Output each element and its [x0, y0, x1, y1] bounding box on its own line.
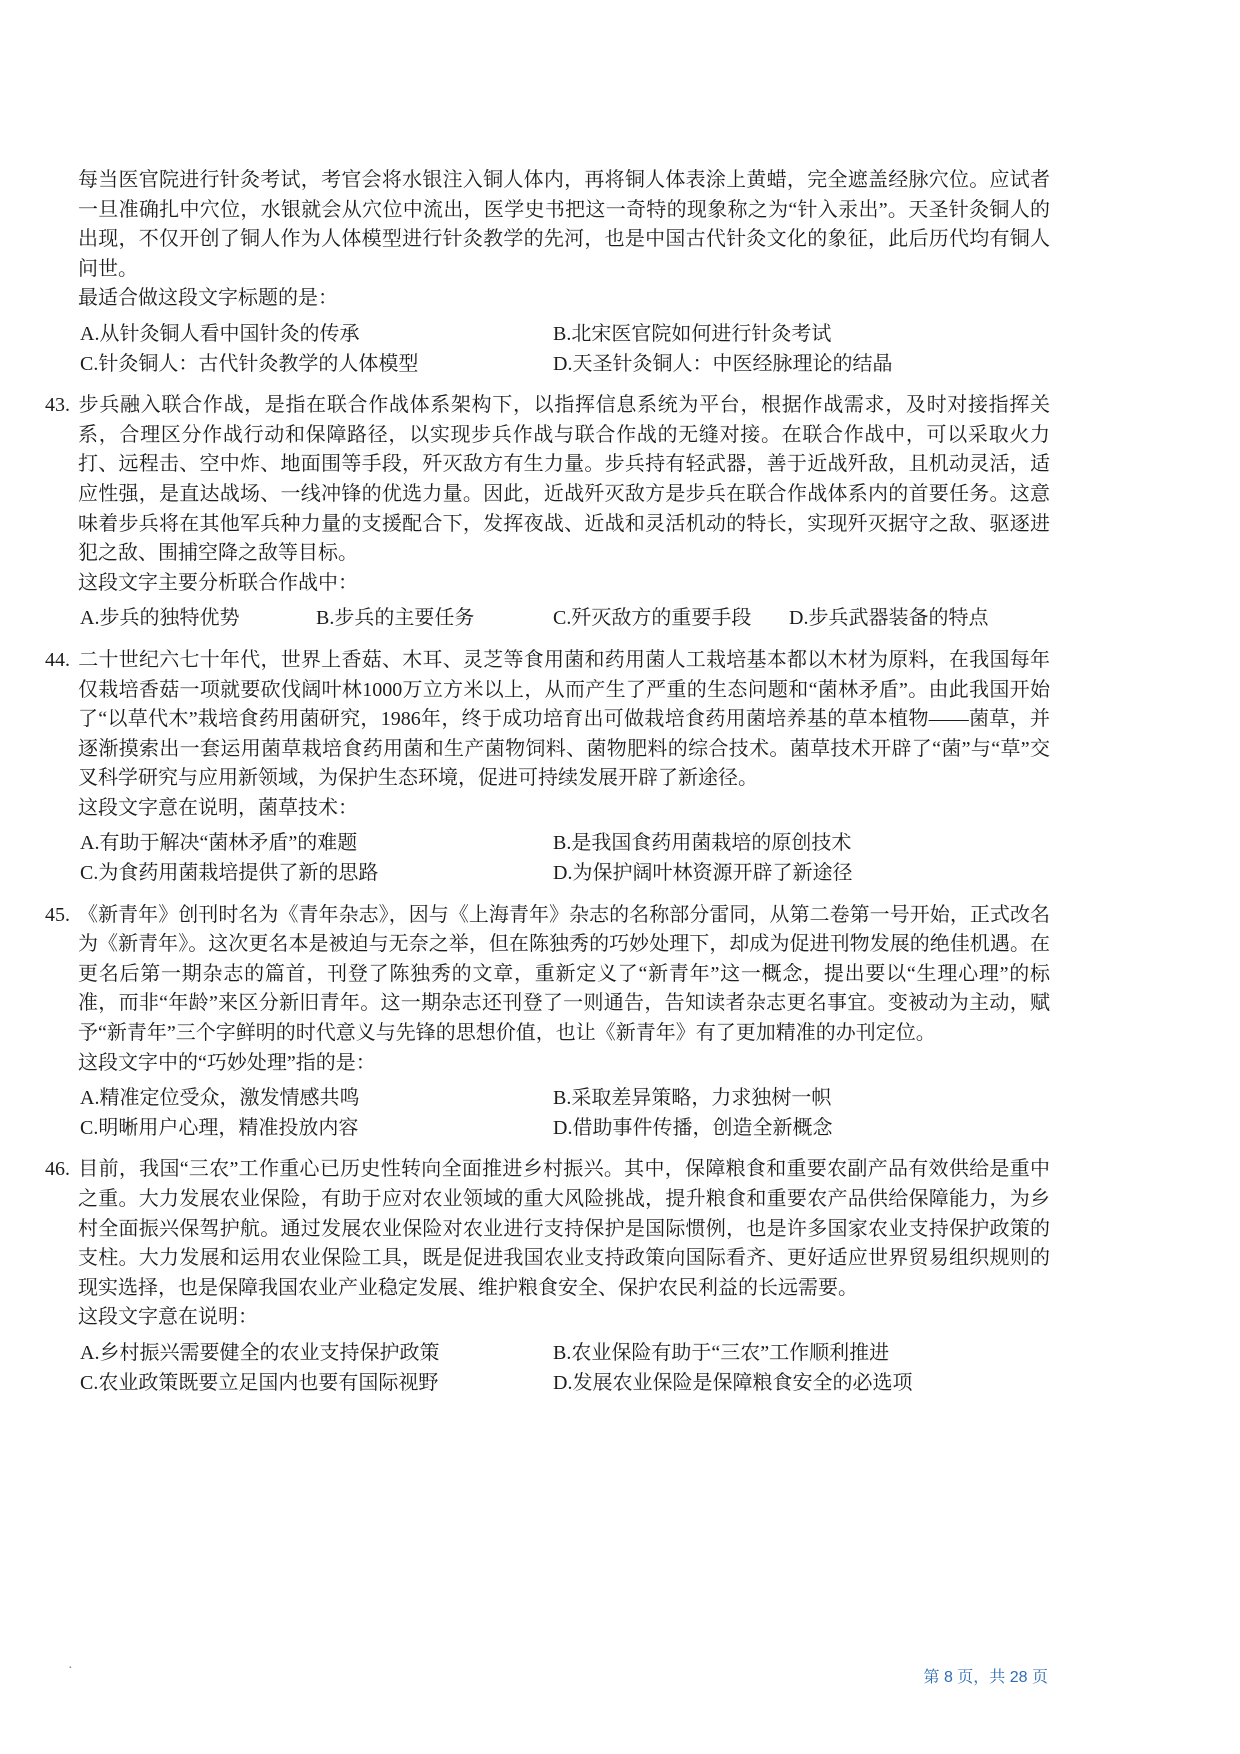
option-d: D.借助事件传播，创造全新概念	[553, 1116, 833, 1139]
option-c: C.为食药用菌栽培提供了新的思路	[80, 862, 379, 885]
page-number-indicator: 第 8 页，共 28 页	[923, 1669, 1048, 1686]
question-number: 44.	[45, 648, 70, 671]
option-c: C.针灸铜人：古代针灸教学的人体模型	[80, 352, 419, 375]
option-a: A.乡村振兴需要健全的农业支持保护政策	[80, 1341, 440, 1364]
option-d: D.为保护阔叶林资源开辟了新途径	[553, 862, 853, 885]
question-body	[45, 1155, 1050, 1303]
question-body: 每当医官院进行针灸考试，考官会将水银注入铜人体内，再将铜人体表涂上黄蜡，完全遮盖经脉穴位。应试者一旦准确扎中穴位，水银就会从穴位中流出，医学史书把这一奇特的现象称之为“针入汞出”。天圣针灸铜人的出现，不仅开创了铜人作为人体模型进行针灸教学的先河，也是中国古代针灸文化的象征，此后历代均有铜人问世。	[78, 169, 1050, 280]
question-text: 步兵融入联合作战，是指在联合作战体系架构下，以指挥信息系统为平台，根据作战需求，及时对接指挥关系，合理区分作战行动和保障路径，以实现步兵作战与联合作战的无缝对接。在联合作战中，可以采取火力打、远程击、空中炸、地面围等手段，歼灭敌方有生力量。步兵持有轻武器，善于近战歼敌，且机动灵活，适应性强，是直达战场、一线冲锋的优选力量。因此，近战歼灭敌方是步兵在联合作战体系内的首要任务。这意味着步兵将在其他军兵种力量的支援配合下，发挥夜战、近战和灵活机动的特长，实现歼灭据守之敌、驱逐进犯之敌、围捕空降之敌等目标。	[78, 394, 1050, 565]
option-c: C.歼灭敌方的重要手段	[553, 607, 752, 630]
question-number: 45.	[45, 903, 70, 926]
question-46	[45, 1155, 1050, 1398]
option-d: D.发展农业保险是保障粮食安全的必选项	[553, 1371, 913, 1394]
question-text: 目前，我国“三农”工作重心已历史性转向全面推进乡村振兴。其中，保障粮食和重要农副产品有效供给是重中之重。大力发展农业保险，有助于应对农业领域的重大风险挑战，提升粮食和重要农产品供给保障能力，为乡村全面振兴保驾护航。通过发展农业保险对农业进行支持保护是国际惯例，也是许多国家农业支持保护政策的支柱。大力发展和运用农业保险工具，既是促进我国农业支持政策向国际看齐、更好适应世界贸易组织规则的现实选择，也是保障我国农业产业稳定发展、维护粮食安全、保护农民利益的长远需要。	[78, 1158, 1050, 1299]
question-42-continuation	[45, 166, 1050, 379]
option-d: D.步兵武器装备的特点	[789, 607, 989, 630]
footer-dot: ·	[68, 1661, 73, 1677]
option-a: A.精准定位受众，激发情感共鸣	[80, 1087, 360, 1110]
option-b: B.步兵的主要任务	[316, 607, 475, 630]
option-d: D.天圣针灸铜人：中医经脉理论的结晶	[553, 352, 893, 375]
option-b: B.农业保险有助于“三农”工作顺利推进	[553, 1341, 890, 1364]
option-b: B.是我国食药用菌栽培的原创技术	[553, 832, 852, 855]
question-text: 《新青年》创刊时名为《青年杂志》，因与《上海青年》杂志的名称部分雷同，从第二卷第一号开始，正式改名为《新青年》。这次更名本是被迫与无奈之举，但在陈独秀的巧妙处理下，却成为促进刊物发展的绝佳机遇。在更名后第一期杂志的篇首，刊登了陈独秀的文章，重新定义了“新青年”这一概念，提出要以“生理心理”的标准，而非“年龄”来区分新旧青年。这一期杂志还刊登了一则通告，告知读者杂志更名事宜。变被动为主动，赋予“新青年”三个字鲜明的时代意义与先锋的思想价值，也让《新青年》有了更加精准的办刊定位。	[78, 903, 1050, 1045]
question-prompt: 最适合做这段文字标题的是：	[78, 287, 338, 310]
question-body	[45, 391, 1050, 569]
question-prompt: 这段文字主要分析联合作战中：	[78, 571, 358, 594]
option-list	[80, 320, 1050, 379]
option-list	[80, 829, 1050, 888]
question-number: 46.	[45, 1158, 70, 1181]
option-a: A.从针灸铜人看中国针灸的传承	[80, 322, 360, 345]
question-text: 二十世纪六七十年代，世界上香菇、木耳、灵芝等食用菌和药用菌人工栽培基本都以木材为原料，在我国每年仅栽培香菇一项就要砍伐阔叶林1000万立方米以上，从而产生了严重的生态问题和“菌林矛盾”。由此我国开始了“以草代木”栽培食药用菌研究，1986年，终于成功培育出可做栽培食药用菌培养基的草本植物——菌草，并逐渐摸索出一套运用菌草栽培食药用菌和生产菌物饲料、菌物肥料的综合技术。菌草技术开辟了“菌”与“草”交叉科学研究与应用新领域，为保护生态环境，促进可持续发展开辟了新途径。	[78, 648, 1050, 790]
question-43	[45, 391, 1050, 634]
option-c: C.明晰用户心理，精准投放内容	[80, 1116, 359, 1139]
question-prompt: 这段文字意在说明：	[78, 1306, 258, 1329]
option-list	[80, 1084, 1050, 1143]
question-44	[45, 646, 1050, 889]
option-b: B.北宋医官院如何进行针灸考试	[553, 322, 832, 345]
option-c: C.农业政策既要立足国内也要有国际视野	[80, 1371, 439, 1394]
page-content	[45, 166, 1050, 1406]
option-a: A.步兵的独特优势	[80, 607, 240, 630]
question-45	[45, 901, 1050, 1144]
question-prompt: 这段文字意在说明，菌草技术：	[78, 796, 358, 819]
question-number: 43.	[45, 394, 70, 417]
option-a: A.有助于解决“菌林矛盾”的难题	[80, 832, 358, 855]
question-body	[45, 646, 1050, 794]
option-b: B.采取差异策略，力求独树一帜	[553, 1087, 832, 1110]
option-list	[80, 1339, 1050, 1398]
question-prompt: 这段文字中的“巧妙处理”指的是：	[78, 1051, 376, 1074]
question-body	[45, 901, 1050, 1049]
option-list	[80, 604, 1050, 634]
